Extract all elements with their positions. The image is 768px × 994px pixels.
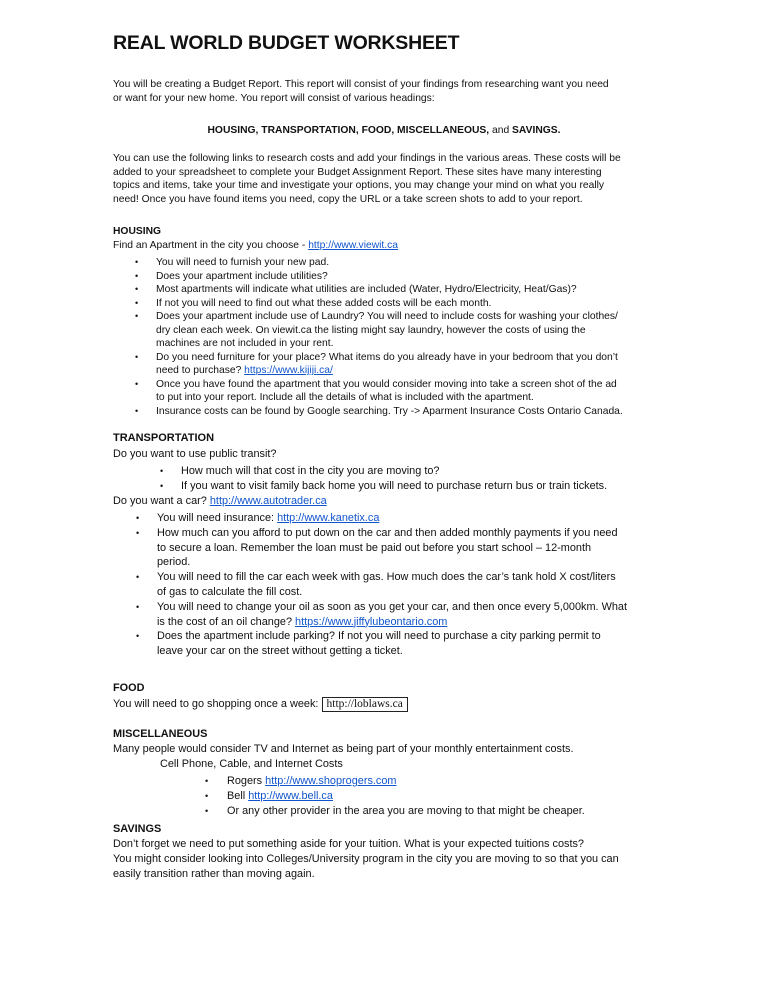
bullet-dot: • xyxy=(160,466,164,476)
housing-bullet-text: If not you will need to find out what these added costs will be each month. xyxy=(156,297,492,309)
bullet-dot: • xyxy=(135,270,139,281)
bullet-dot: • xyxy=(205,776,209,786)
links-paragraph xyxy=(113,152,621,206)
links-line: You can use the following links to research costs and add your findings in the various areas. These costs will be xyxy=(113,153,621,164)
savings-paragraph xyxy=(113,837,619,881)
transit-bullet-list xyxy=(160,464,661,494)
savings-line: You might consider looking into Colleges/University program in the city you are moving to so that you can xyxy=(113,852,619,865)
bullet-dot: • xyxy=(135,297,139,308)
car-bullet-text: is the cost of an oil change? xyxy=(157,615,296,628)
bullet-dot: • xyxy=(135,351,139,362)
bullet-dot: • xyxy=(135,284,139,294)
links-line: added to your spreadsheet to complete your Budget Assignment Report. These sites have many interesting xyxy=(113,166,602,178)
car-bullet-item xyxy=(136,511,667,526)
car-bullet-text: You will need to change your oil as soon as you get your car, and then once every 5,000km. What xyxy=(157,600,627,613)
car-bullet-text: You will need insurance: xyxy=(157,512,278,524)
housing-bullet-text: You will need to furnish your new pad. xyxy=(156,257,330,268)
transit-bullet-item xyxy=(160,479,661,494)
housing-bullet-text: Most apartments will indicate what utilities are included (Water, Hydro/Electricity, Heat/Gas)? xyxy=(156,284,577,295)
bullet-dot: • xyxy=(160,480,164,491)
car-bullet-text: How much can you afford to put down on the car and then added monthly payments if you need xyxy=(157,526,618,539)
intro-line: You will be creating a Budget Report. This report will consist of your findings from researching want you need xyxy=(113,79,609,90)
transit-question: Do you want to use public transit? xyxy=(113,448,277,460)
intro-line: or want for your new home. You report will consist of various headings: xyxy=(113,92,435,104)
bullet-dot: • xyxy=(135,405,139,416)
bullet-dot: • xyxy=(205,790,209,801)
bullet-dot: • xyxy=(136,572,140,583)
misc-subheading: Cell Phone, Cable, and Internet Costs xyxy=(160,758,343,770)
bullet-dot: • xyxy=(135,378,139,389)
intro-paragraph xyxy=(113,78,609,105)
car-bullet-link[interactable]: https://www.jiffylubeontario.com xyxy=(295,615,448,628)
food-heading: FOOD xyxy=(113,682,145,694)
car-bullet-text: of gas to calculate the fill cost. xyxy=(157,585,303,598)
headings-line xyxy=(0,124,768,138)
housing-bullet-text: machines are not included in your rent. xyxy=(156,338,334,349)
housing-bullet-item xyxy=(135,256,676,270)
housing-bullet-link[interactable]: https://www.kijiji.ca/ xyxy=(244,365,333,376)
viewit-link[interactable]: http://www.viewit.ca xyxy=(308,240,399,251)
car-bullet-item xyxy=(136,629,667,659)
loblaws-link[interactable]: http://loblaws.ca xyxy=(322,697,408,712)
housing-bullet-item xyxy=(135,270,676,284)
housing-bullet-list xyxy=(135,256,676,418)
housing-intro xyxy=(113,239,398,253)
links-line: need! Once you have found items you need, copy the URL or a take screen shots to add to your report. xyxy=(113,193,583,205)
bullet-dot: • xyxy=(136,513,140,523)
housing-bullet-text: Once you have found the apartment that you would consider moving into take a screen shot of the ad xyxy=(156,378,617,390)
car-bullet-item xyxy=(136,526,667,570)
housing-bullet-item xyxy=(135,405,676,419)
misc-bullet-text: Rogers xyxy=(227,775,266,787)
misc-heading: MISCELLANEOUS xyxy=(113,728,208,740)
autotrader-link[interactable]: http://www.autotrader.ca xyxy=(209,495,327,507)
car-bullet-text: You will need to fill the car each week with gas. How much does the car’s tank hold X cost/liters xyxy=(157,571,616,584)
misc-bullet-text: Bell xyxy=(227,789,249,802)
savings-line: easily transition rather than moving again. xyxy=(113,867,315,880)
housing-bullet-item xyxy=(135,297,676,311)
misc-bullet-item xyxy=(205,804,667,819)
transportation-heading: TRANSPORTATION xyxy=(113,432,215,444)
housing-bullet-item xyxy=(135,310,676,351)
food-text: You will need to go shopping once a week: xyxy=(113,698,322,710)
housing-bullet-text: Does your apartment include utilities? xyxy=(156,270,328,282)
car-question-text: Do you want a car? xyxy=(113,495,210,507)
car-bullet-list xyxy=(136,511,667,659)
car-bullet-text: leave your car on the street without getting a ticket. xyxy=(157,645,403,658)
housing-heading: HOUSING xyxy=(113,226,162,237)
misc-bullet-link[interactable]: http://www.bell.ca xyxy=(248,789,333,802)
housing-bullet-item xyxy=(135,351,676,378)
housing-bullet-text: to put into your report. Include all the details of what is included with the apartment. xyxy=(156,392,534,403)
transit-bullet-text: If you want to visit family back home you will need to purchase return bus or train tickets. xyxy=(181,479,608,492)
headings-savings: SAVINGS. xyxy=(512,125,561,136)
housing-bullet-item xyxy=(135,378,676,405)
misc-line: Many people would consider TV and Internet as being part of your monthly entertainment costs. xyxy=(113,743,574,755)
bullet-dot: • xyxy=(135,257,139,267)
car-question xyxy=(113,494,327,509)
savings-heading: SAVINGS xyxy=(113,823,162,835)
food-line xyxy=(113,697,408,712)
car-bullet-item xyxy=(136,570,667,600)
misc-bullet-item xyxy=(205,789,667,804)
housing-bullet-text: Do you need furniture for your place? What items do you already have in your bedroom that you don’t xyxy=(156,351,618,363)
housing-bullet-text: Insurance costs can be found by Google searching. Try -> Aparment Insurance Costs Ontario Canada. xyxy=(156,405,623,417)
misc-bullet-text: Or any other provider in the area you are moving to that might be cheaper. xyxy=(227,804,585,817)
bullet-dot: • xyxy=(136,631,140,642)
misc-bullet-list xyxy=(205,774,667,818)
car-bullet-item xyxy=(136,600,667,630)
housing-intro-text: Find an Apartment in the city you choose - xyxy=(113,240,309,251)
car-bullet-link[interactable]: http://www.kanetix.ca xyxy=(277,512,380,524)
bullet-dot: • xyxy=(205,805,209,816)
transit-bullet-text: How much will that cost in the city you are moving to? xyxy=(181,465,440,477)
bullet-dot: • xyxy=(135,311,139,321)
page-title: REAL WORLD BUDGET WORKSHEET xyxy=(113,32,460,54)
headings-bold: HOUSING, TRANSPORTATION, FOOD, MISCELLANEOUS, xyxy=(207,125,490,136)
headings-and: and xyxy=(489,125,513,136)
housing-bullet-text: need to purchase? xyxy=(156,365,245,376)
housing-bullet-text: dry clean each week. On viewit.ca the listing might say laundry, however the costs of using the xyxy=(156,324,586,336)
bullet-dot: • xyxy=(136,601,140,612)
transit-bullet-item xyxy=(160,464,661,479)
housing-bullet-item xyxy=(135,283,676,297)
housing-bullet-text: Does your apartment include use of Laundry? You will need to include costs for washing your clothes/ xyxy=(156,311,618,322)
car-bullet-text: to secure a loan. Remember the loan must be paid out before you start school – 12-month xyxy=(157,541,592,554)
misc-bullet-item xyxy=(205,774,667,789)
car-bullet-text: period. xyxy=(157,556,191,569)
links-line: topics and items, take your time and investigate your options, you may change your mind on what you really xyxy=(113,180,605,191)
bullet-dot: • xyxy=(136,527,140,538)
car-bullet-text: Does the apartment include parking? If not you will need to purchase a city parking permit to xyxy=(157,630,601,643)
misc-bullet-link[interactable]: http://www.shoprogers.com xyxy=(265,775,397,787)
savings-line: Don’t forget we need to put something aside for your tuition. What is your expected tuitions costs? xyxy=(113,838,584,850)
